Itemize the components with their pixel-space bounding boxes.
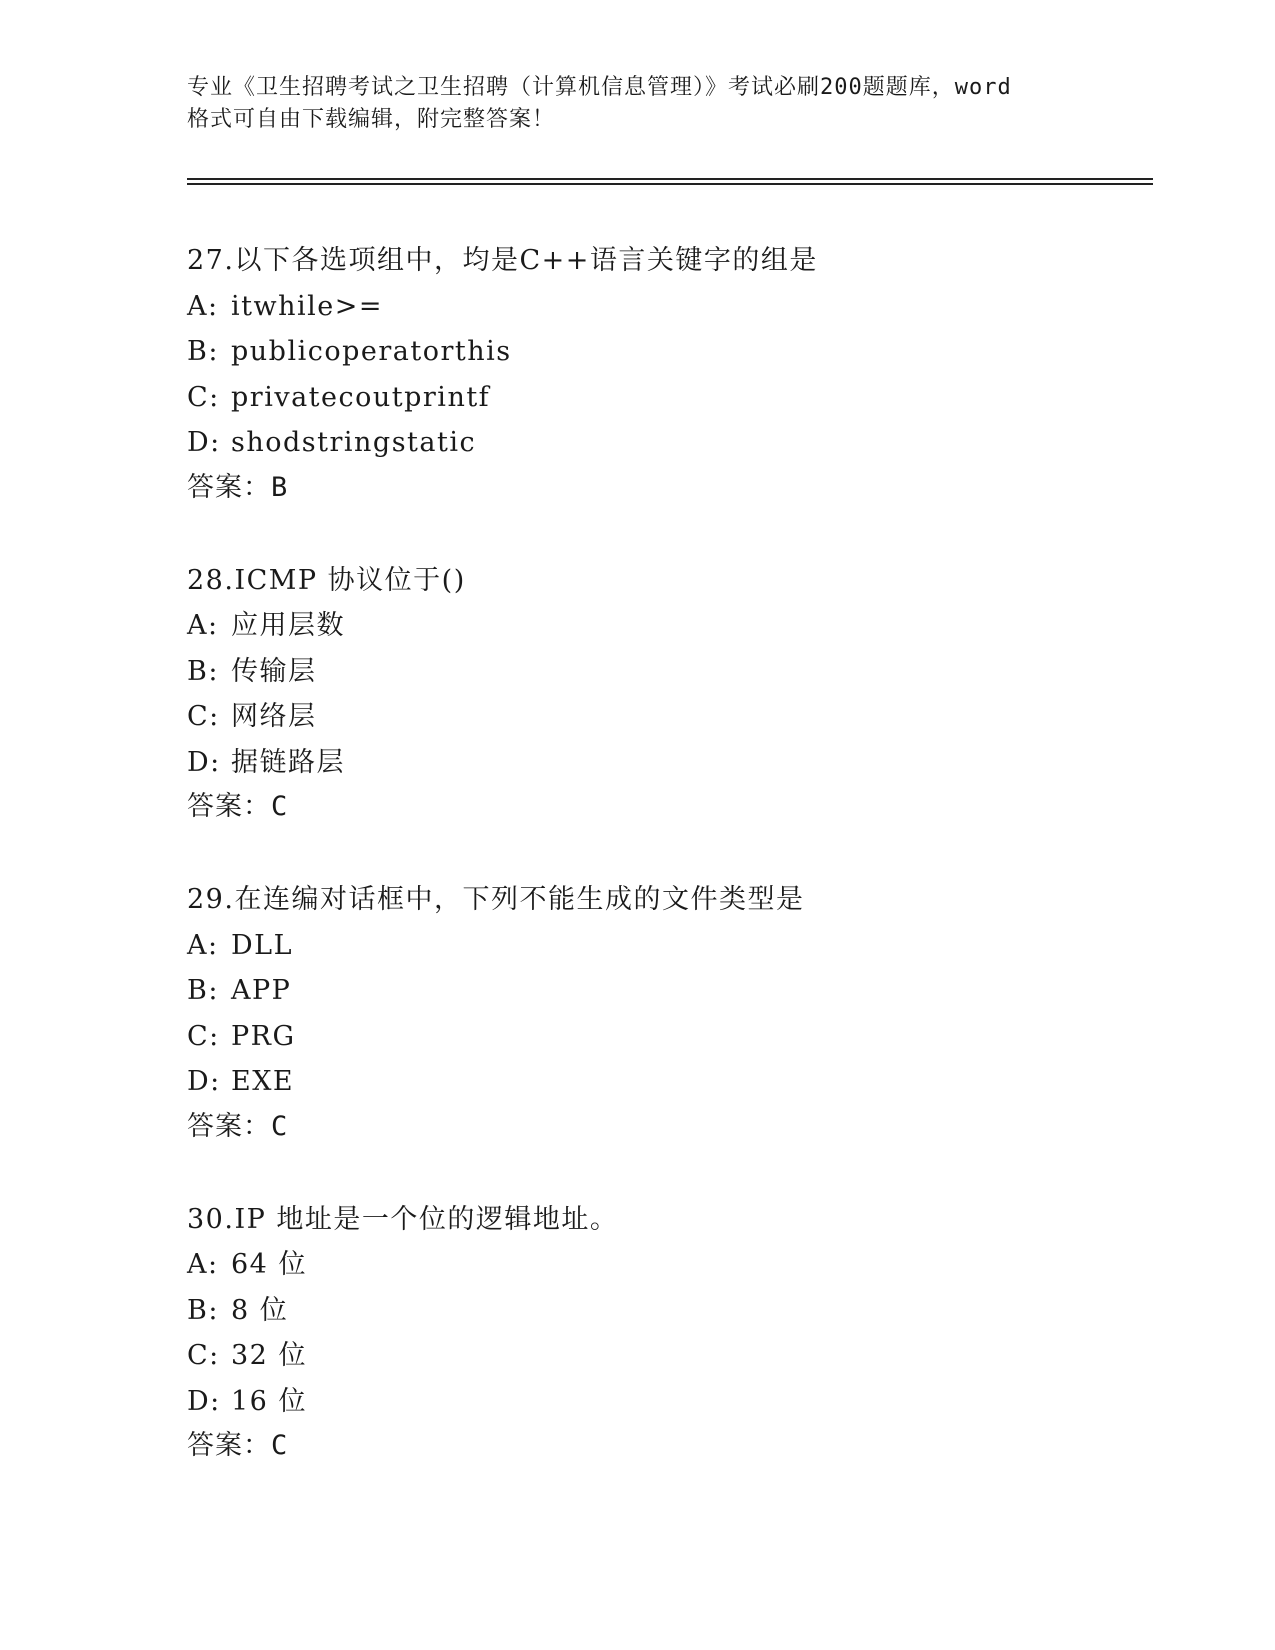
option-text: privatecoutprintf xyxy=(231,381,491,413)
question-28 xyxy=(187,558,1147,830)
option-letter: A: xyxy=(187,929,219,961)
option-d xyxy=(187,1379,1147,1425)
question-text: 29.在连编对话框中，下列不能生成的文件类型是 xyxy=(187,884,805,915)
document-header xyxy=(187,72,1087,136)
question-text: 30.IP 地址是一个位的逻辑地址。 xyxy=(187,1203,619,1235)
option-letter: B: xyxy=(187,975,219,1006)
question-27 xyxy=(187,238,1147,510)
option-b xyxy=(187,649,1147,695)
question-list xyxy=(187,238,1147,1516)
option-text: 64 位 xyxy=(231,1249,307,1280)
option-letter: D: xyxy=(187,746,221,778)
option-a xyxy=(187,284,1147,330)
answer: 答案：C xyxy=(187,1430,289,1461)
option-a xyxy=(187,603,1147,649)
option-text: 16 位 xyxy=(231,1385,307,1417)
option-c xyxy=(187,375,1147,421)
option-text: PRG xyxy=(231,1020,296,1052)
question-29 xyxy=(187,877,1147,1149)
option-letter: B: xyxy=(187,655,219,687)
header-line-1: 专业《卫生招聘考试之卫生招聘（计算机信息管理）》考试必刷200题题库，word xyxy=(187,75,1012,100)
answer: 答案：B xyxy=(187,471,289,503)
option-c xyxy=(187,1333,1147,1379)
option-d xyxy=(187,420,1147,466)
option-letter: D: xyxy=(187,1385,221,1417)
option-a xyxy=(187,1242,1147,1288)
option-text: 传输层 xyxy=(231,655,317,687)
option-letter: D: xyxy=(187,1066,221,1097)
option-d xyxy=(187,740,1147,786)
answer: 答案：C xyxy=(187,1110,289,1142)
option-letter: A: xyxy=(187,610,219,641)
option-b xyxy=(187,329,1147,375)
option-text: 应用层数 xyxy=(231,610,345,641)
option-text: EXE xyxy=(231,1066,295,1097)
option-text: APP xyxy=(231,975,292,1006)
option-text: 8 位 xyxy=(231,1294,289,1326)
option-letter: C: xyxy=(187,381,220,413)
answer: 答案：C xyxy=(187,791,289,822)
option-text: shodstringstatic xyxy=(231,427,477,458)
option-letter: B: xyxy=(187,1294,219,1326)
header-divider-bottom xyxy=(187,183,1153,185)
option-letter: A: xyxy=(187,290,219,322)
option-a xyxy=(187,923,1147,969)
option-b xyxy=(187,1288,1147,1334)
header-line-2: 格式可自由下载编辑，附完整答案！ xyxy=(187,107,556,132)
option-text: publicoperatorthis xyxy=(231,336,512,367)
header-divider-top xyxy=(187,178,1153,180)
question-text: 27.以下各选项组中，均是C++语言关键字的组是 xyxy=(187,245,818,276)
option-text: 32 位 xyxy=(231,1340,307,1371)
option-letter: D: xyxy=(187,427,221,458)
option-text: 据链路层 xyxy=(231,746,345,778)
question-30 xyxy=(187,1197,1147,1469)
option-c xyxy=(187,1014,1147,1060)
option-d xyxy=(187,1059,1147,1105)
option-text: 网络层 xyxy=(231,701,317,732)
option-letter: B: xyxy=(187,336,219,367)
option-letter: C: xyxy=(187,1020,220,1052)
option-text: DLL xyxy=(231,929,294,961)
option-text: itwhile>= xyxy=(231,290,383,322)
option-c xyxy=(187,694,1147,740)
question-text: 28.ICMP 协议位于() xyxy=(187,564,466,596)
option-letter: A: xyxy=(187,1249,219,1280)
option-b xyxy=(187,968,1147,1014)
option-letter: C: xyxy=(187,1340,220,1371)
option-letter: C: xyxy=(187,701,220,732)
